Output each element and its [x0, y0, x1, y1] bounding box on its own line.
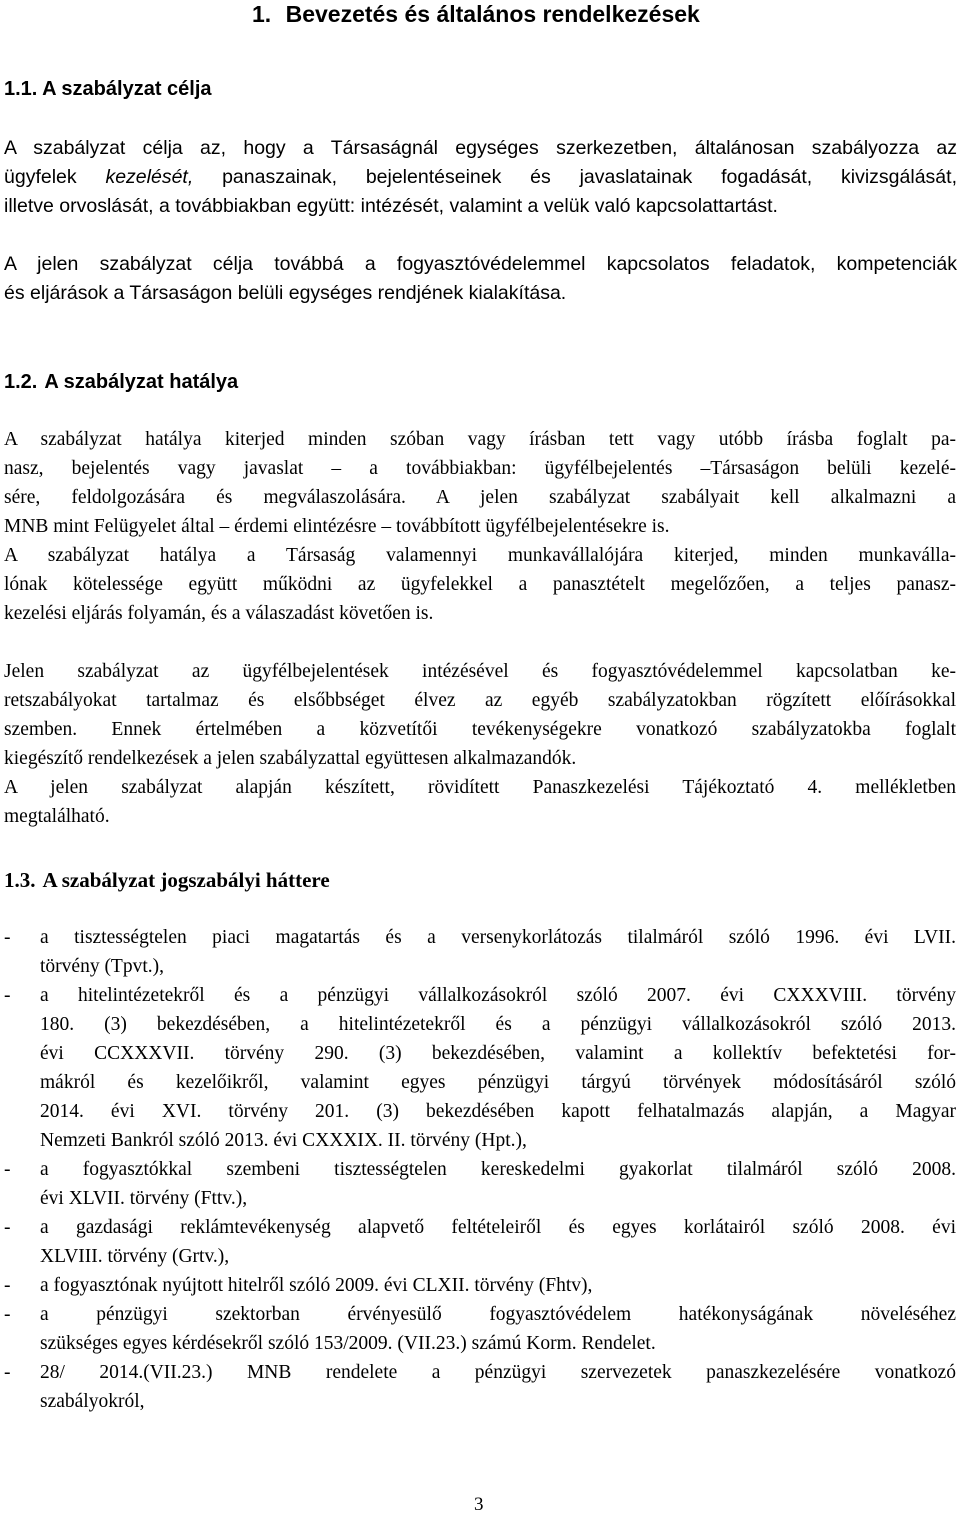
chapter-number: 1.: [252, 1, 272, 27]
section-number: 1.2.: [4, 371, 38, 393]
section-1-1-paragraph-2: [4, 250, 957, 308]
text-line: A jelen szabályzat alapján készített, rövidített Panaszkezelési Tájékoztató 4. mellékletben: [4, 777, 956, 798]
text-line: és eljárások a Társaságon belüli egységes rendjének kialakítása.: [4, 282, 567, 304]
text-line: ügyfelek kezelését, panaszainak, bejelentéseinek és javaslatainak fogadását, kivizsgálását,: [4, 166, 957, 188]
section-title: A szabályzat hatálya: [44, 371, 239, 393]
section-1-2-paragraph-4: [4, 773, 956, 831]
text-line: megtalálható.: [4, 806, 110, 827]
text-line: kiegészítő rendelkezések a jelen szabályzattal együttesen alkalmazandók.: [4, 748, 577, 769]
section-1-2-paragraph-3: [4, 657, 956, 773]
text-line: XLVIII. törvény (Grtv.),: [40, 1246, 230, 1267]
section-1-2-paragraph-2: [4, 541, 956, 628]
list-item: [4, 923, 956, 981]
text-line: retszabályokat tartalmaz és elsőbbséget élvez az egyéb szabályzatokban rögzített előírásokkal: [4, 690, 956, 711]
text-line: szemben. Ennek értelmében a közvetítői tevékenységekre vonatkozó szabályzatokba foglalt: [4, 719, 956, 740]
chapter-title: [252, 0, 700, 28]
text-line: lónak kötelessége együtt működni az ügyfelekkel a panasztételt megelőzően, a teljes panasz-: [4, 574, 956, 595]
text-line: A szabályzat hatálya a Társaság valamennyi munkavállalójára kiterjed, minden munkaválla-: [4, 545, 956, 566]
list-bullet: -: [4, 985, 11, 1006]
list-bullet: -: [4, 1362, 11, 1383]
list-bullet: -: [4, 1304, 11, 1325]
text-line: évi XLVII. törvény (Fttv.),: [40, 1188, 248, 1209]
list-item: [4, 1155, 956, 1213]
list-item: [4, 1358, 956, 1416]
text-line: a fogyasztókkal szembeni tisztességtelen kereskedelmi gyakorlat tilalmáról szóló 2008.: [40, 1159, 956, 1180]
list-bullet: -: [4, 927, 11, 948]
text-line: a fogyasztónak nyújtott hitelről szóló 2009. évi CLXII. törvény (Fhtv),: [40, 1275, 593, 1296]
legal-basis-list: [4, 923, 956, 1416]
text-line: illetve orvoslását, a továbbiakban együtt: intézését, valamint a velük való kapcsolattartást.: [4, 195, 778, 217]
text-line: A szabályzat hatálya kiterjed minden szóban vagy írásban tett vagy utóbb írásba foglalt pa-: [4, 429, 956, 450]
text-line: nasz, bejelentés vagy javaslat – a továbbiakban: ügyfélbejelentés –Társaságon belüli kezelé-: [4, 458, 956, 479]
text-line: 28/ 2014.(VII.23.) MNB rendelete a pénzügyi szervezetek panaszkezelésére vonatkozó: [40, 1362, 956, 1383]
text-line: a gazdasági reklámtevékenység alapvető feltételeiről és egyes korlátairól szóló 2008. évi: [40, 1217, 956, 1238]
text-line: MNB mint Felügyelet által – érdemi elintézésre – továbbított ügyfélbejelentésekre is.: [4, 516, 670, 537]
text-line: Jelen szabályzat az ügyfélbejelentések intézésével és fogyasztóvédelemmel kapcsolatban ke-: [4, 661, 956, 682]
text-line: 2014. évi XVI. törvény 201. (3) bekezdésében kapott felhatalmazás alapján, a Magyar: [40, 1101, 956, 1122]
text-line: kezelési eljárás folyamán, és a válaszadást követően is.: [4, 603, 434, 624]
section-number: 1.3.: [4, 868, 36, 892]
text-line: 180. (3) bekezdésében, a hitelintézetekről és a pénzügyi vállalkozásokról szóló 2013.: [40, 1014, 956, 1035]
text-line: a hitelintézetekről és a pénzügyi vállalkozásokról szóló 2007. évi CXXXVIII. törvény: [40, 985, 956, 1006]
text-line: sére, feldolgozására és megválaszolására. A jelen szabályzat szabályait kell alkalmazni a: [4, 487, 956, 508]
section-title: A szabályzat jogszabályi háttere: [42, 868, 330, 892]
text-line: évi CCXXXVII. törvény 290. (3) bekezdésében, valamint a kollektív befektetési for-: [40, 1043, 956, 1064]
text-line: törvény (Tpvt.),: [40, 956, 165, 977]
text-line: mákról és kezelőikről, valamint egyes pénzügyi tárgyú törvények módosításáról szóló: [40, 1072, 956, 1093]
text-line: a pénzügyi szektorban érvényesülő fogyasztóvédelem hatékonyságának növeléséhez: [40, 1304, 956, 1325]
list-bullet: -: [4, 1159, 11, 1180]
page-number: 3: [474, 1494, 484, 1515]
section-heading-1-3: [4, 867, 330, 893]
section-heading-1-2: [4, 369, 238, 395]
section-1-2-paragraph-1: [4, 425, 956, 541]
list-item: [4, 1300, 956, 1358]
text-line: A szabályzat célja az, hogy a Társaságnál egységes szerkezetben, általánosan szabályozza az: [4, 137, 957, 159]
list-item: [4, 981, 956, 1155]
list-item: [4, 1213, 956, 1271]
list-bullet: -: [4, 1217, 11, 1238]
text-line: Nemzeti Bankról szóló 2013. évi CXXXIX. II. törvény (Hpt.),: [40, 1130, 527, 1151]
text-line: szükséges egyes kérdésekről szóló 153/2009. (VII.23.) számú Korm. Rendelet.: [40, 1333, 656, 1354]
list-item: [4, 1271, 956, 1300]
chapter-text: Bevezetés és általános rendelkezések: [285, 1, 700, 27]
list-bullet: -: [4, 1275, 11, 1296]
section-heading-1-1: 1.1. A szabályzat célja: [4, 78, 212, 100]
text-line: a tisztességtelen piaci magatartás és a versenykorlátozás tilalmáról szóló 1996. évi LVII.: [40, 927, 956, 948]
section-1-1-paragraph-1: [4, 134, 957, 221]
text-line: A jelen szabályzat célja továbbá a fogyasztóvédelemmel kapcsolatos feladatok, kompetenciák: [4, 253, 957, 275]
text-line: szabályokról,: [40, 1391, 145, 1412]
